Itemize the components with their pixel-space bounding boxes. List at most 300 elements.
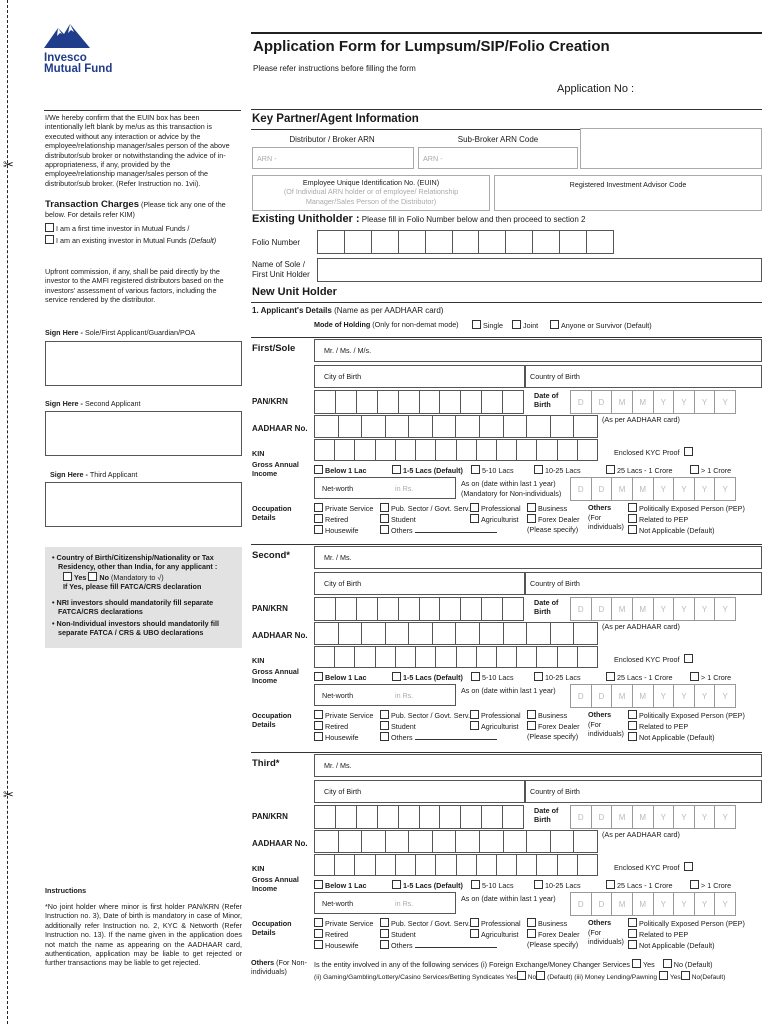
- dob-cell[interactable]: M: [632, 597, 654, 621]
- dob-cell[interactable]: M: [611, 805, 633, 829]
- checkbox[interactable]: [314, 940, 323, 949]
- note3-text: Non-Individual investors should mandatorily fill separate FATCA / CRS & UBO declarations: [56, 618, 220, 638]
- default-label: (Default): [547, 974, 573, 981]
- checkbox[interactable]: [63, 572, 72, 581]
- income-option-label: > 1 Crore: [701, 466, 732, 475]
- aadhaar-input[interactable]: [314, 415, 598, 438]
- dob-cell[interactable]: D: [591, 390, 613, 414]
- dob-cell[interactable]: Y: [714, 597, 736, 621]
- mode-joint[interactable]: [512, 320, 538, 330]
- dob-cell[interactable]: Y: [673, 597, 695, 621]
- dob-cell[interactable]: D: [570, 805, 592, 829]
- income-option[interactable]: [392, 880, 463, 890]
- mode-single[interactable]: [472, 320, 503, 330]
- checkbox[interactable]: [380, 503, 389, 512]
- pep-option[interactable]: [628, 732, 715, 742]
- footer-others: [251, 958, 311, 977]
- occupation-label-text: Housewife: [325, 941, 359, 950]
- income-option[interactable]: [690, 880, 731, 890]
- income-option[interactable]: [392, 465, 463, 475]
- footer-line1-text: Is the entity involved in any of the following services (i) Foreign Exchange/Money Changer Services: [314, 960, 631, 969]
- checkbox[interactable]: [527, 721, 536, 730]
- no-label: No: [691, 974, 701, 981]
- country-of-birth-input[interactable]: [525, 365, 762, 388]
- checkbox[interactable]: [472, 320, 481, 329]
- date-cell[interactable]: D: [570, 477, 592, 501]
- income-option[interactable]: [534, 880, 581, 890]
- dob-cell[interactable]: Y: [673, 390, 695, 414]
- checkbox[interactable]: [527, 918, 536, 927]
- occupation-option[interactable]: [527, 514, 580, 524]
- country-of-birth-input[interactable]: [525, 572, 762, 595]
- occupation-option[interactable]: [314, 918, 373, 928]
- dob-cell[interactable]: M: [611, 597, 633, 621]
- signature-box-third[interactable]: [45, 482, 242, 527]
- date-cell[interactable]: Y: [673, 684, 695, 708]
- checkbox[interactable]: [684, 654, 693, 663]
- occupation-option[interactable]: [527, 721, 580, 731]
- dob-input[interactable]: [570, 597, 736, 621]
- date-cell[interactable]: D: [591, 477, 613, 501]
- occupation-label-text: Private Service: [325, 504, 374, 513]
- occupation-label-text: Business: [538, 504, 568, 513]
- mode-anyone[interactable]: [550, 320, 652, 330]
- income-option[interactable]: [606, 672, 673, 682]
- occupation-label-text: Pub. Sector / Govt. Serv.: [391, 711, 470, 720]
- checkbox[interactable]: [380, 929, 389, 938]
- occupation-label-text: Housewife: [325, 526, 359, 535]
- income-option[interactable]: [471, 465, 514, 475]
- tc-sub: (Please tick any one of the below. For details refer KIM): [45, 200, 226, 219]
- enclosed-kyc-label: Enclosed KYC Proof: [614, 448, 680, 457]
- occupation-option[interactable]: [380, 721, 416, 731]
- occupation-label-text: Agriculturist: [481, 722, 519, 731]
- date-cell[interactable]: Y: [714, 684, 736, 708]
- checkbox[interactable]: [628, 525, 637, 534]
- dob-cell[interactable]: Y: [653, 805, 675, 829]
- checkbox[interactable]: [690, 672, 699, 681]
- dob-input[interactable]: [570, 390, 736, 414]
- occupation-option[interactable]: [527, 503, 567, 513]
- tc-option1-label: I am a first time investor in Mutual Funds /: [56, 224, 190, 233]
- income-option[interactable]: [534, 465, 581, 475]
- pep-option[interactable]: [628, 918, 745, 928]
- applicant-name-input[interactable]: [314, 339, 762, 362]
- no-label: No: [99, 572, 109, 582]
- occupation-option[interactable]: [527, 929, 580, 939]
- checkbox[interactable]: [628, 929, 637, 938]
- occupation-option[interactable]: [470, 918, 521, 928]
- occupation-option[interactable]: [314, 732, 359, 742]
- checkbox[interactable]: [512, 320, 521, 329]
- date-cell[interactable]: D: [570, 684, 592, 708]
- default-label: (Default): [700, 974, 726, 981]
- tc-option-first[interactable]: [45, 223, 189, 233]
- income-option-label: 25 Lacs - 1 Crore: [617, 881, 673, 890]
- applicant-rule: [251, 544, 762, 545]
- checkbox[interactable]: [550, 320, 559, 329]
- checkbox[interactable]: [684, 447, 693, 456]
- checkbox[interactable]: [628, 514, 637, 523]
- dob-cell[interactable]: Y: [714, 390, 736, 414]
- first-holder-name-input[interactable]: [317, 258, 762, 282]
- occupation-label-text: Business: [538, 711, 568, 720]
- income-option-label: Below 1 Lac: [325, 466, 367, 475]
- date-cell[interactable]: Y: [694, 477, 716, 501]
- kin-input[interactable]: [314, 439, 598, 461]
- income-option-label: 25 Lacs - 1 Crore: [617, 466, 673, 475]
- checkbox[interactable]: [470, 503, 479, 512]
- income-option[interactable]: [392, 672, 463, 682]
- checkbox[interactable]: [684, 862, 693, 871]
- pep-option[interactable]: [628, 940, 715, 950]
- ria-code-input[interactable]: [494, 175, 762, 211]
- occupation-option[interactable]: [314, 514, 348, 524]
- occupation-option[interactable]: [314, 503, 373, 513]
- dob-label: Date of Birth: [534, 598, 559, 617]
- date-cell[interactable]: M: [632, 684, 654, 708]
- checkbox[interactable]: [314, 918, 323, 927]
- occupation-option[interactable]: [314, 940, 359, 950]
- networth-label: Net-worth: [322, 899, 354, 908]
- checkbox[interactable]: [380, 732, 389, 741]
- occupation-option[interactable]: [380, 525, 497, 535]
- checkbox[interactable]: [681, 971, 690, 980]
- checkbox[interactable]: [606, 672, 615, 681]
- income-option[interactable]: [690, 672, 731, 682]
- fatca-note-3: • Non-Individual investors should mandatorily fill separate FATCA / CRS & UBO declarations: [52, 618, 220, 638]
- dob-cell[interactable]: M: [611, 390, 633, 414]
- pan-krn-input[interactable]: [314, 390, 524, 414]
- checkbox[interactable]: [45, 235, 54, 244]
- applicant-name-input[interactable]: [314, 546, 762, 569]
- applicant-details: [252, 306, 443, 316]
- dob-cell[interactable]: Y: [694, 390, 716, 414]
- occupation-option[interactable]: [527, 918, 567, 928]
- income-option-label: Below 1 Lac: [325, 673, 367, 682]
- date-cell[interactable]: D: [570, 892, 592, 916]
- please-specify: (Please specify): [527, 525, 579, 534]
- fatca-note-1b: If Yes, please fill FATCA/CRS declaration: [63, 582, 202, 592]
- occupation-label-text: Professional: [481, 504, 521, 513]
- date-cell[interactable]: Y: [714, 892, 736, 916]
- checkbox[interactable]: [380, 721, 389, 730]
- country-of-birth-input[interactable]: [525, 780, 762, 803]
- networth-input[interactable]: [314, 892, 456, 914]
- tc-option2-default: (Default): [186, 236, 217, 245]
- checkbox[interactable]: [606, 465, 615, 474]
- kin-label: KIN: [252, 449, 265, 458]
- dob-cell[interactable]: Y: [694, 597, 716, 621]
- pep-option[interactable]: [628, 710, 745, 720]
- checkbox[interactable]: [628, 732, 637, 741]
- checkbox[interactable]: [527, 514, 536, 523]
- occupation-option[interactable]: [470, 710, 521, 720]
- checkbox[interactable]: [628, 940, 637, 949]
- income-option[interactable]: [606, 880, 673, 890]
- occupation-option[interactable]: [470, 503, 521, 513]
- header-rule: [251, 32, 762, 34]
- checkbox[interactable]: [314, 721, 323, 730]
- checkbox[interactable]: [663, 959, 672, 968]
- signature-box-first[interactable]: [45, 341, 242, 386]
- pep-label: Politically Exposed Person (PEP): [639, 504, 745, 513]
- checkbox[interactable]: [314, 732, 323, 741]
- date-cell[interactable]: D: [591, 684, 613, 708]
- checkbox[interactable]: [527, 929, 536, 938]
- as-on-label: As on (date within last 1 year): [461, 894, 556, 903]
- income-option[interactable]: [471, 672, 514, 682]
- date-cell[interactable]: Y: [673, 892, 695, 916]
- application-no-label: Application No :: [557, 83, 635, 95]
- networth-input[interactable]: [314, 684, 456, 706]
- dob-cell[interactable]: D: [570, 597, 592, 621]
- occupation-label-text: Retired: [325, 930, 349, 939]
- brand-line2: Mutual Fund: [44, 63, 113, 75]
- page-subtitle: Please refer instructions before filling the form: [253, 64, 416, 73]
- aadhaar-input[interactable]: [314, 830, 598, 853]
- checkbox[interactable]: [536, 971, 545, 980]
- checkbox[interactable]: [45, 223, 54, 232]
- aadhaar-label: AADHAAR No.: [252, 424, 308, 433]
- checkbox[interactable]: [659, 971, 668, 980]
- occupation-option[interactable]: [380, 732, 497, 742]
- pan-krn-label: PAN/KRN: [252, 397, 288, 406]
- checkbox[interactable]: [314, 929, 323, 938]
- date-cell[interactable]: Y: [694, 684, 716, 708]
- employee-code-input[interactable]: [580, 128, 762, 169]
- checkbox[interactable]: [314, 514, 323, 523]
- income-option[interactable]: [471, 880, 514, 890]
- occupation-label-text: Professional: [481, 919, 521, 928]
- dob-cell[interactable]: D: [591, 805, 613, 829]
- dob-cell[interactable]: D: [591, 597, 613, 621]
- income-option[interactable]: [314, 465, 367, 475]
- checkbox[interactable]: [534, 672, 543, 681]
- no-label: No: [527, 974, 537, 981]
- occupation-label: Occupation Details: [252, 711, 292, 730]
- date-cell[interactable]: M: [611, 892, 633, 916]
- checkbox[interactable]: [470, 514, 479, 523]
- occupation-option[interactable]: [314, 710, 373, 720]
- dob-cell[interactable]: M: [632, 390, 654, 414]
- dob-cell[interactable]: Y: [653, 597, 675, 621]
- fatca-yes-no: [51, 572, 236, 582]
- tc-option-existing[interactable]: [45, 235, 216, 245]
- yes-label: Yes: [669, 974, 681, 981]
- yes-label: Yes: [643, 960, 655, 969]
- pep-label: Related to PEP: [639, 722, 689, 731]
- income-option[interactable]: [690, 465, 731, 475]
- checkbox[interactable]: [690, 465, 699, 474]
- date-cell[interactable]: D: [591, 892, 613, 916]
- income-option[interactable]: [534, 672, 581, 682]
- city-of-birth-input[interactable]: [314, 572, 525, 595]
- euin-input[interactable]: [252, 175, 490, 211]
- checkbox[interactable]: [470, 721, 479, 730]
- folio-label: Folio Number: [252, 238, 301, 247]
- occupation-option[interactable]: [314, 525, 359, 535]
- checkbox[interactable]: [534, 465, 543, 474]
- pep-option[interactable]: [628, 514, 688, 524]
- salutation: Mr. / Ms.: [324, 761, 352, 770]
- checkbox[interactable]: [314, 672, 323, 681]
- checkbox[interactable]: [314, 880, 323, 889]
- kin-input[interactable]: [314, 646, 598, 668]
- fatca-note-2: • NRI investors should mandatorily fill separate FATCA/CRS declarations: [52, 598, 214, 617]
- occupation-option[interactable]: [380, 929, 416, 939]
- yes-label: Yes: [505, 974, 517, 981]
- income-option[interactable]: [314, 672, 367, 682]
- income-option-label: 5-10 Lacs: [482, 881, 514, 890]
- date-cell[interactable]: M: [611, 477, 633, 501]
- occupation-option[interactable]: [380, 503, 470, 513]
- date-cell[interactable]: M: [632, 477, 654, 501]
- dob-cell[interactable]: D: [570, 390, 592, 414]
- occupation-option[interactable]: [380, 940, 497, 950]
- checkbox[interactable]: [471, 465, 480, 474]
- checkbox[interactable]: [392, 672, 401, 681]
- date-cell[interactable]: Y: [653, 892, 675, 916]
- checkbox[interactable]: [470, 918, 479, 927]
- occupation-option[interactable]: [470, 721, 519, 731]
- income-option-label: Below 1 Lac: [325, 881, 367, 890]
- pep-label: Not Applicable (Default): [639, 941, 715, 950]
- kin-label: KIN: [252, 864, 265, 873]
- city-of-birth-input[interactable]: [314, 780, 525, 803]
- income-option[interactable]: [606, 465, 673, 475]
- occupation-option[interactable]: [314, 721, 348, 731]
- dob-cell[interactable]: Y: [673, 805, 695, 829]
- fatca-note-1: • Country of Birth/Citizenship/Nationality or Tax Residency, other than India, for any applicant :: [52, 553, 218, 572]
- folio-number-input[interactable]: [317, 230, 614, 254]
- pep-option[interactable]: [628, 721, 688, 731]
- checkbox[interactable]: [628, 721, 637, 730]
- checkbox[interactable]: [314, 710, 323, 719]
- date-cell[interactable]: Y: [673, 477, 695, 501]
- checkbox[interactable]: [527, 710, 536, 719]
- pep-option[interactable]: [628, 503, 745, 513]
- dob-cell[interactable]: M: [632, 805, 654, 829]
- checkbox[interactable]: [314, 503, 323, 512]
- checkbox[interactable]: [517, 971, 526, 980]
- networth-date-input[interactable]: [570, 684, 736, 708]
- sign-here: Sign Here -: [50, 470, 88, 479]
- footer-others-sub: (For Non-individuals): [251, 958, 307, 977]
- date-cell[interactable]: M: [611, 684, 633, 708]
- city-of-birth-input[interactable]: [314, 365, 525, 388]
- date-cell[interactable]: Y: [714, 477, 736, 501]
- sign-here: Sign Here -: [45, 328, 83, 337]
- checkbox[interactable]: [470, 710, 479, 719]
- checkbox[interactable]: [380, 710, 389, 719]
- checkbox[interactable]: [690, 880, 699, 889]
- kin-input[interactable]: [314, 854, 598, 876]
- applicant-name-input[interactable]: [314, 754, 762, 777]
- occupation-option[interactable]: [380, 710, 470, 720]
- checkbox[interactable]: [380, 918, 389, 927]
- mode-sub: (Only for non-demat mode): [370, 320, 459, 329]
- networth-input[interactable]: [314, 477, 456, 499]
- applicant-label: Third*: [252, 758, 280, 769]
- occupation-option[interactable]: [380, 918, 470, 928]
- checkbox[interactable]: [380, 525, 389, 534]
- checkbox[interactable]: [471, 672, 480, 681]
- country-of-birth-label: Country of Birth: [530, 579, 580, 588]
- checkbox[interactable]: [632, 959, 641, 968]
- footer-line2a-text: (ii) Gaming/Gambling/Lottery/Casino Services/Betting Syndicates: [314, 974, 505, 981]
- checkbox[interactable]: [471, 880, 480, 889]
- pan-krn-label: PAN/KRN: [252, 604, 288, 613]
- checkbox[interactable]: [314, 525, 323, 534]
- checkbox[interactable]: [628, 710, 637, 719]
- dob-input[interactable]: [570, 805, 736, 829]
- checkbox[interactable]: [534, 880, 543, 889]
- others-title: Others: [588, 503, 612, 512]
- occupation-option[interactable]: [314, 929, 348, 939]
- dob-cell[interactable]: Y: [653, 390, 675, 414]
- checkbox[interactable]: [527, 503, 536, 512]
- checkbox[interactable]: [628, 503, 637, 512]
- checkbox[interactable]: [628, 918, 637, 927]
- checkbox[interactable]: [380, 514, 389, 523]
- income-option-label: 1-5 Lacs (Default): [403, 466, 463, 475]
- date-cell[interactable]: Y: [653, 684, 675, 708]
- note1-text: Country of Birth/Citizenship/Nationality or Tax Residency, other than India, for any applicant :: [56, 553, 218, 572]
- enclosed-kyc-label: Enclosed KYC Proof: [614, 863, 680, 872]
- pep-option[interactable]: [628, 525, 715, 535]
- dob-cell[interactable]: Y: [714, 805, 736, 829]
- occupation-option[interactable]: [470, 929, 519, 939]
- others-title: Others: [588, 710, 612, 719]
- networth-date-input[interactable]: [570, 477, 736, 501]
- checkbox[interactable]: [392, 465, 401, 474]
- checkbox[interactable]: [380, 940, 389, 949]
- date-cell[interactable]: Y: [694, 892, 716, 916]
- networth-date-input[interactable]: [570, 892, 736, 916]
- aadhaar-label: AADHAAR No.: [252, 839, 308, 848]
- pan-krn-label: PAN/KRN: [252, 812, 288, 821]
- pep-option[interactable]: [628, 929, 688, 939]
- note2-text: NRI investors should mandatorily fill separate FATCA/CRS declarations: [56, 598, 214, 617]
- new-holder-rule: [251, 302, 762, 303]
- occupation-option[interactable]: [527, 710, 567, 720]
- checkbox[interactable]: [314, 465, 323, 474]
- date-cell[interactable]: Y: [653, 477, 675, 501]
- mode-joint-label: Joint: [523, 321, 539, 330]
- sub-broker-arn-input[interactable]: [418, 147, 578, 169]
- upfront-commission-note: Upfront commission, if any, shall be paid directly by the investor to the AMFI registered distributors based on the investors' assessment of various factors, including the service rendered by the distributor.: [45, 267, 224, 305]
- applicant-details-title: 1. Applicant's Details: [252, 306, 332, 315]
- occupation-label-text: Pub. Sector / Govt. Serv.: [391, 504, 470, 513]
- signature-box-second[interactable]: [45, 411, 242, 456]
- distributor-arn-input[interactable]: [252, 147, 414, 169]
- dob-cell[interactable]: Y: [694, 805, 716, 829]
- income-option[interactable]: [314, 880, 367, 890]
- occupation-option[interactable]: [470, 514, 519, 524]
- checkbox[interactable]: [88, 572, 97, 581]
- income-option-label: 1-5 Lacs (Default): [403, 673, 463, 682]
- income-option-label: 10-25 Lacs: [545, 673, 581, 682]
- checkbox[interactable]: [392, 880, 401, 889]
- checkbox[interactable]: [606, 880, 615, 889]
- checkbox[interactable]: [470, 929, 479, 938]
- pan-krn-input[interactable]: [314, 805, 524, 829]
- pan-krn-input[interactable]: [314, 597, 524, 621]
- aadhaar-input[interactable]: [314, 622, 598, 645]
- date-cell[interactable]: M: [632, 892, 654, 916]
- occupation-option[interactable]: [380, 514, 416, 524]
